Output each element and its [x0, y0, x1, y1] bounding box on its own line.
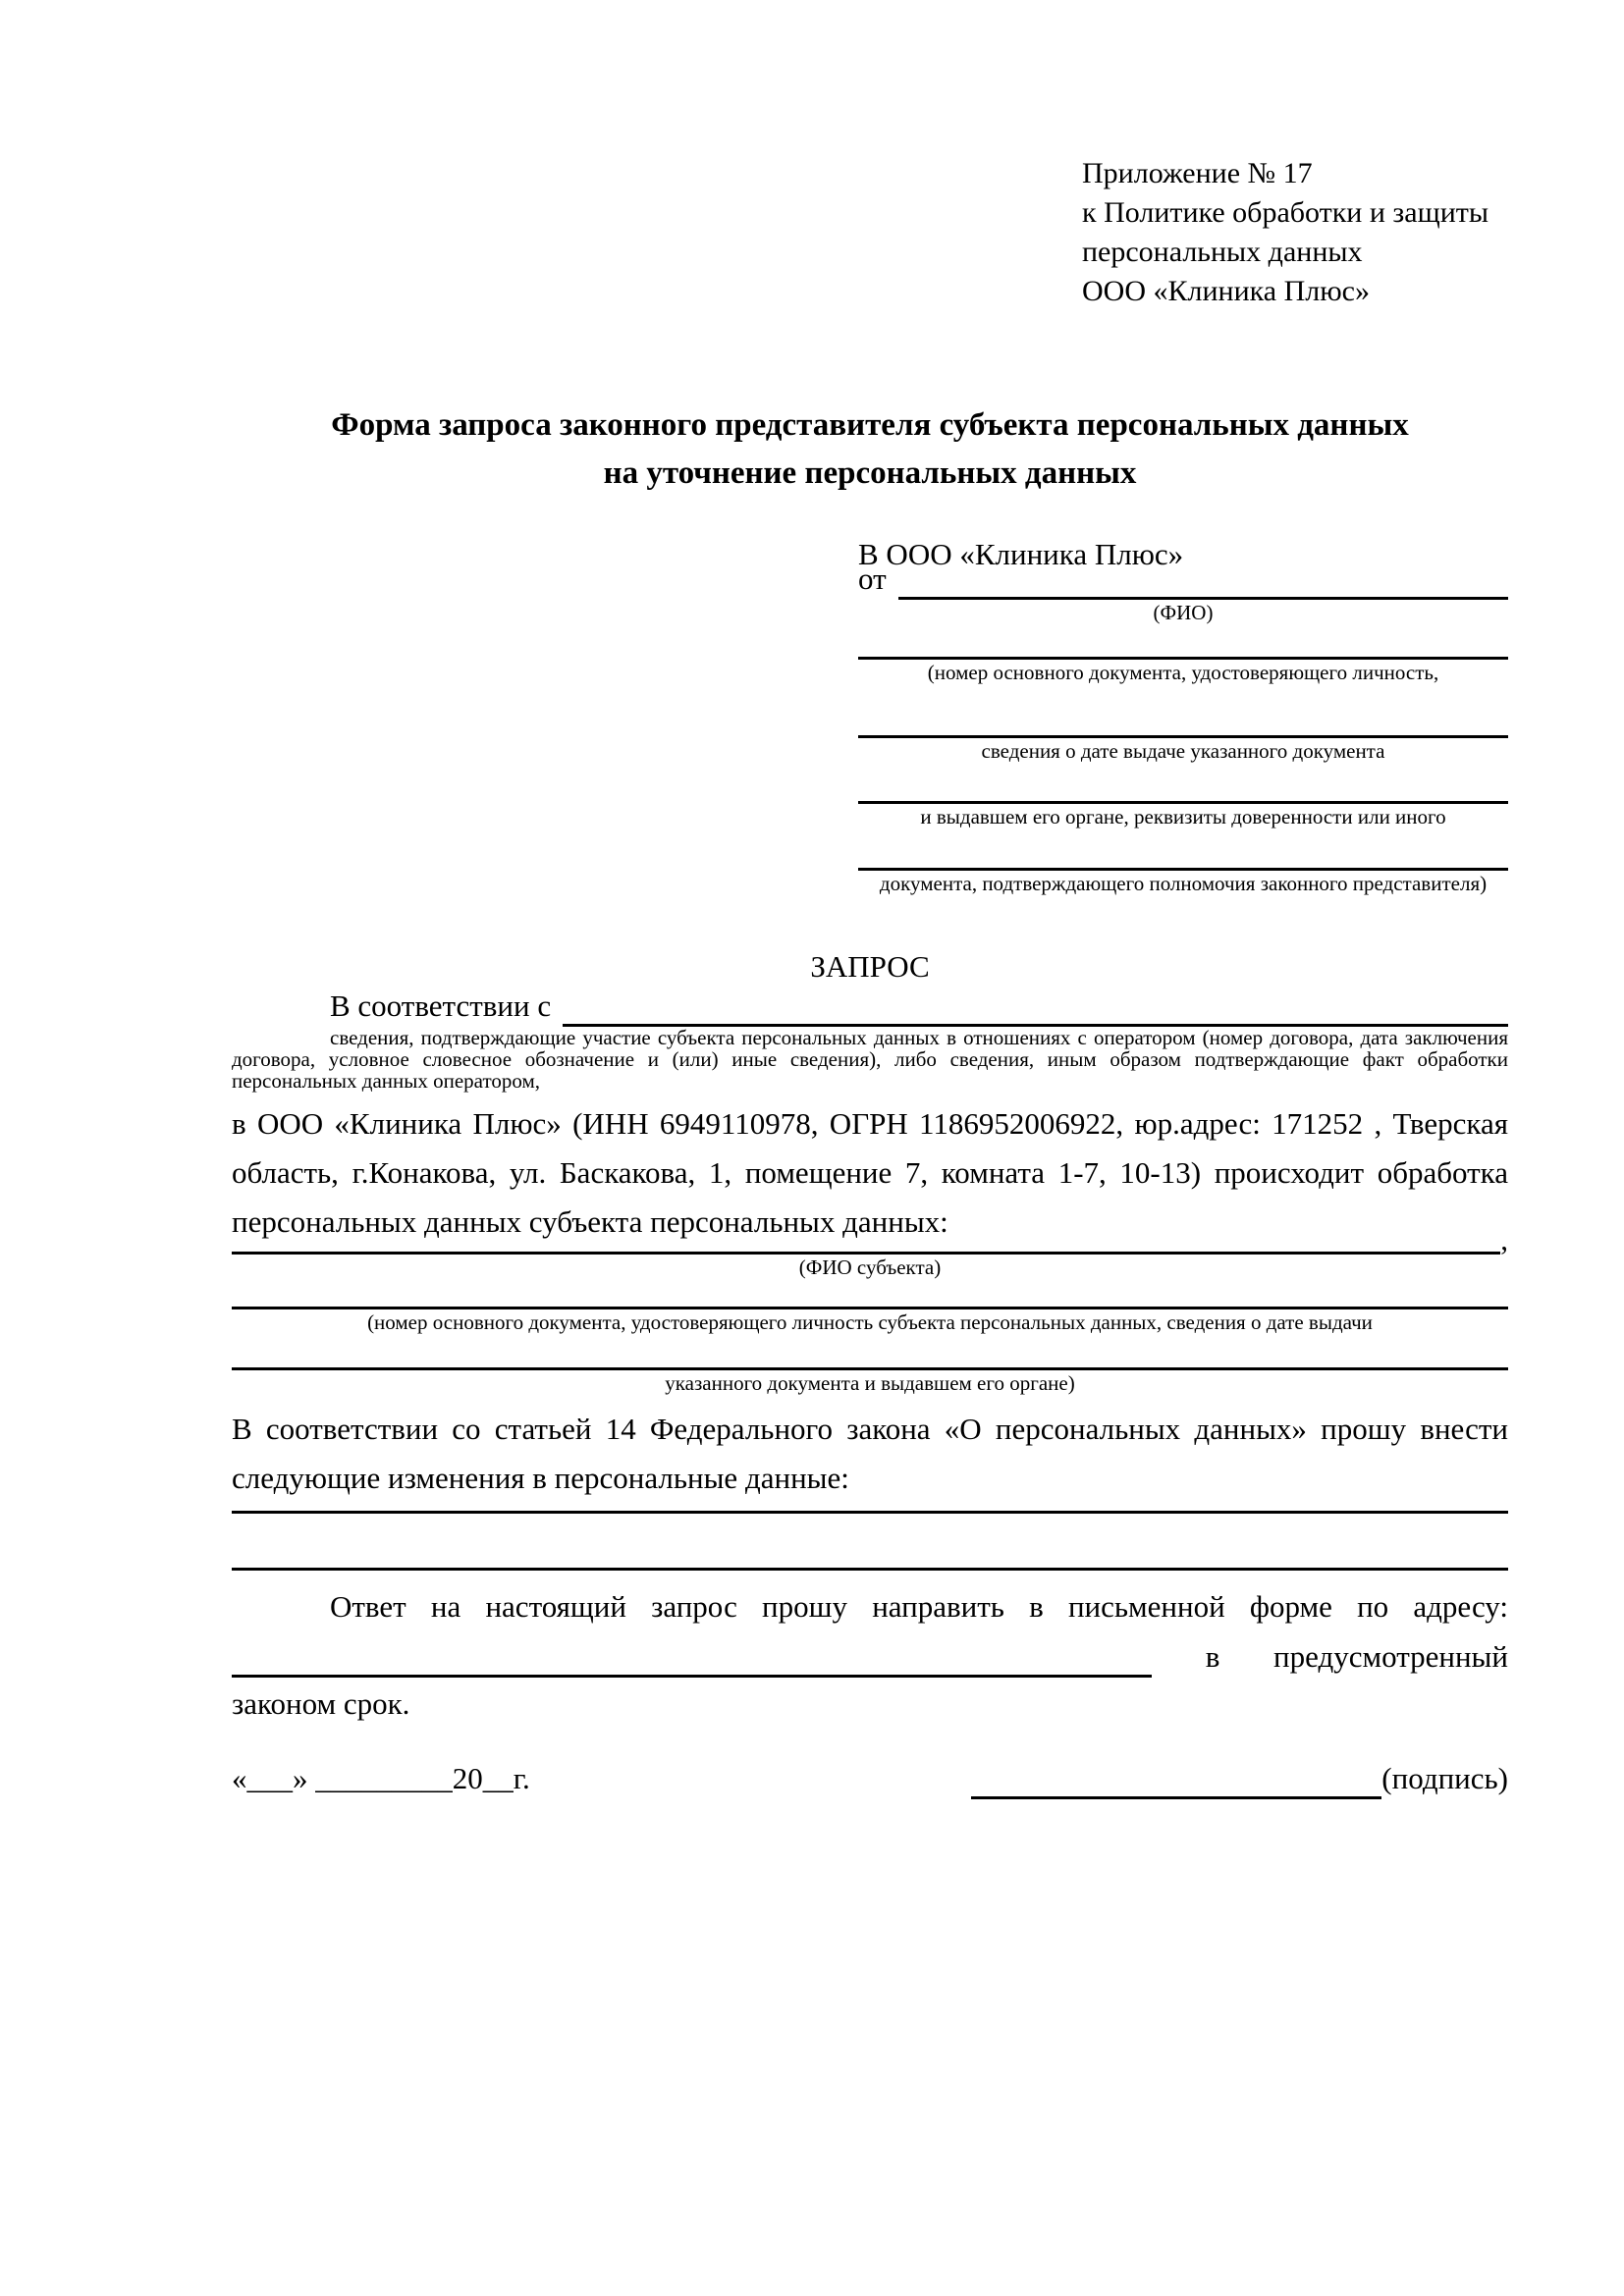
doc-caption-1: (номер основного документа, удостоверяющего личность, [927, 661, 1439, 684]
signature-caption: (подпись) [1381, 1761, 1508, 1795]
appendix-header [1082, 154, 1508, 311]
subject-line-comma: , [1500, 1222, 1508, 1256]
operator-paragraph: в ООО «Клиника Плюс» (ИНН 6949110978, ОГРН 1186952006922, юр.адрес: 171252 , Тверская область, г.Конакова, ул. Баскакова, 1, помещение 7, комната 1-7, 10-13) происходит обработка персональных данных субъекта персональных данных: [232, 1106, 1508, 1239]
document-title [232, 401, 1508, 498]
answer-word-v: в [1205, 1639, 1220, 1674]
changes-blank-field-2 [232, 1568, 1508, 1571]
subject-doc-caption-2: указанного документа и выдавшем его органе) [665, 1371, 1075, 1395]
request-heading: ЗАПРОС [810, 949, 930, 984]
subject-doc-caption-1: (номер основного документа, удостоверяющего личность субъекта персональных данных, сведения о дате выдачи [367, 1310, 1373, 1334]
appendix-line-3: персональных данных [1082, 236, 1363, 268]
fio-caption: (ФИО) [1153, 601, 1214, 624]
intro-row [232, 988, 1508, 1027]
answer-word-predusmotrenny: предусмотренный [1273, 1639, 1508, 1674]
changes-blank-field-1 [232, 1511, 1508, 1514]
footer-row [232, 1758, 1508, 1799]
addressee-to: В ООО «Клиника Плюс» [858, 537, 1184, 571]
intro-label: В соответствии с [330, 988, 552, 1023]
from-label: от [858, 561, 887, 596]
answer-address-row [232, 1639, 1508, 1678]
doc-caption-3: и выдавшем его органе, реквизиты доверенности или иного [920, 805, 1446, 828]
doc-caption-2: сведения о дате выдаче указанного документа [981, 739, 1385, 763]
from-row [858, 561, 1508, 600]
signature-group [971, 1758, 1508, 1799]
fine-print: сведения, подтверждающие участие субъекта персональных данных в отношениях с оператором (номер договора, дата заключения договора, условное словесное обозначение и (или) иные сведения), либо сведения, иным образом подтверждающие факт обработки персональных данных оператором, [232, 1026, 1508, 1093]
date-field: «___» _________20__г. [232, 1761, 530, 1795]
title-line-2: на уточнение персональных данных [603, 455, 1137, 491]
answer-paragraph: Ответ на настоящий запрос прошу направить в письменной форме по адресу: [330, 1589, 1508, 1624]
signature-blank-field [971, 1796, 1381, 1799]
subject-fio-caption: (ФИО субъекта) [798, 1255, 942, 1279]
doc-caption-4: документа, подтверждающего полномочия законного представителя) [879, 872, 1488, 895]
address-blank-field [232, 1675, 1152, 1678]
addressee-block [858, 535, 1508, 897]
appendix-line-4: ООО «Клиника Плюс» [1082, 275, 1370, 307]
appendix-line-2: к Политике обработки и защиты [1082, 196, 1489, 229]
title-line-1: Форма запроса законного представителя субъекта персональных данных [331, 407, 1409, 443]
answer-tail: законом срок. [232, 1686, 410, 1721]
appendix-line-1: Приложение № 17 [1082, 157, 1313, 189]
page-content [232, 154, 1508, 1799]
law-paragraph: В соответствии со статьей 14 Федерального закона «О персональных данных» прошу внести следующие изменения в персональные данные: [232, 1412, 1508, 1495]
